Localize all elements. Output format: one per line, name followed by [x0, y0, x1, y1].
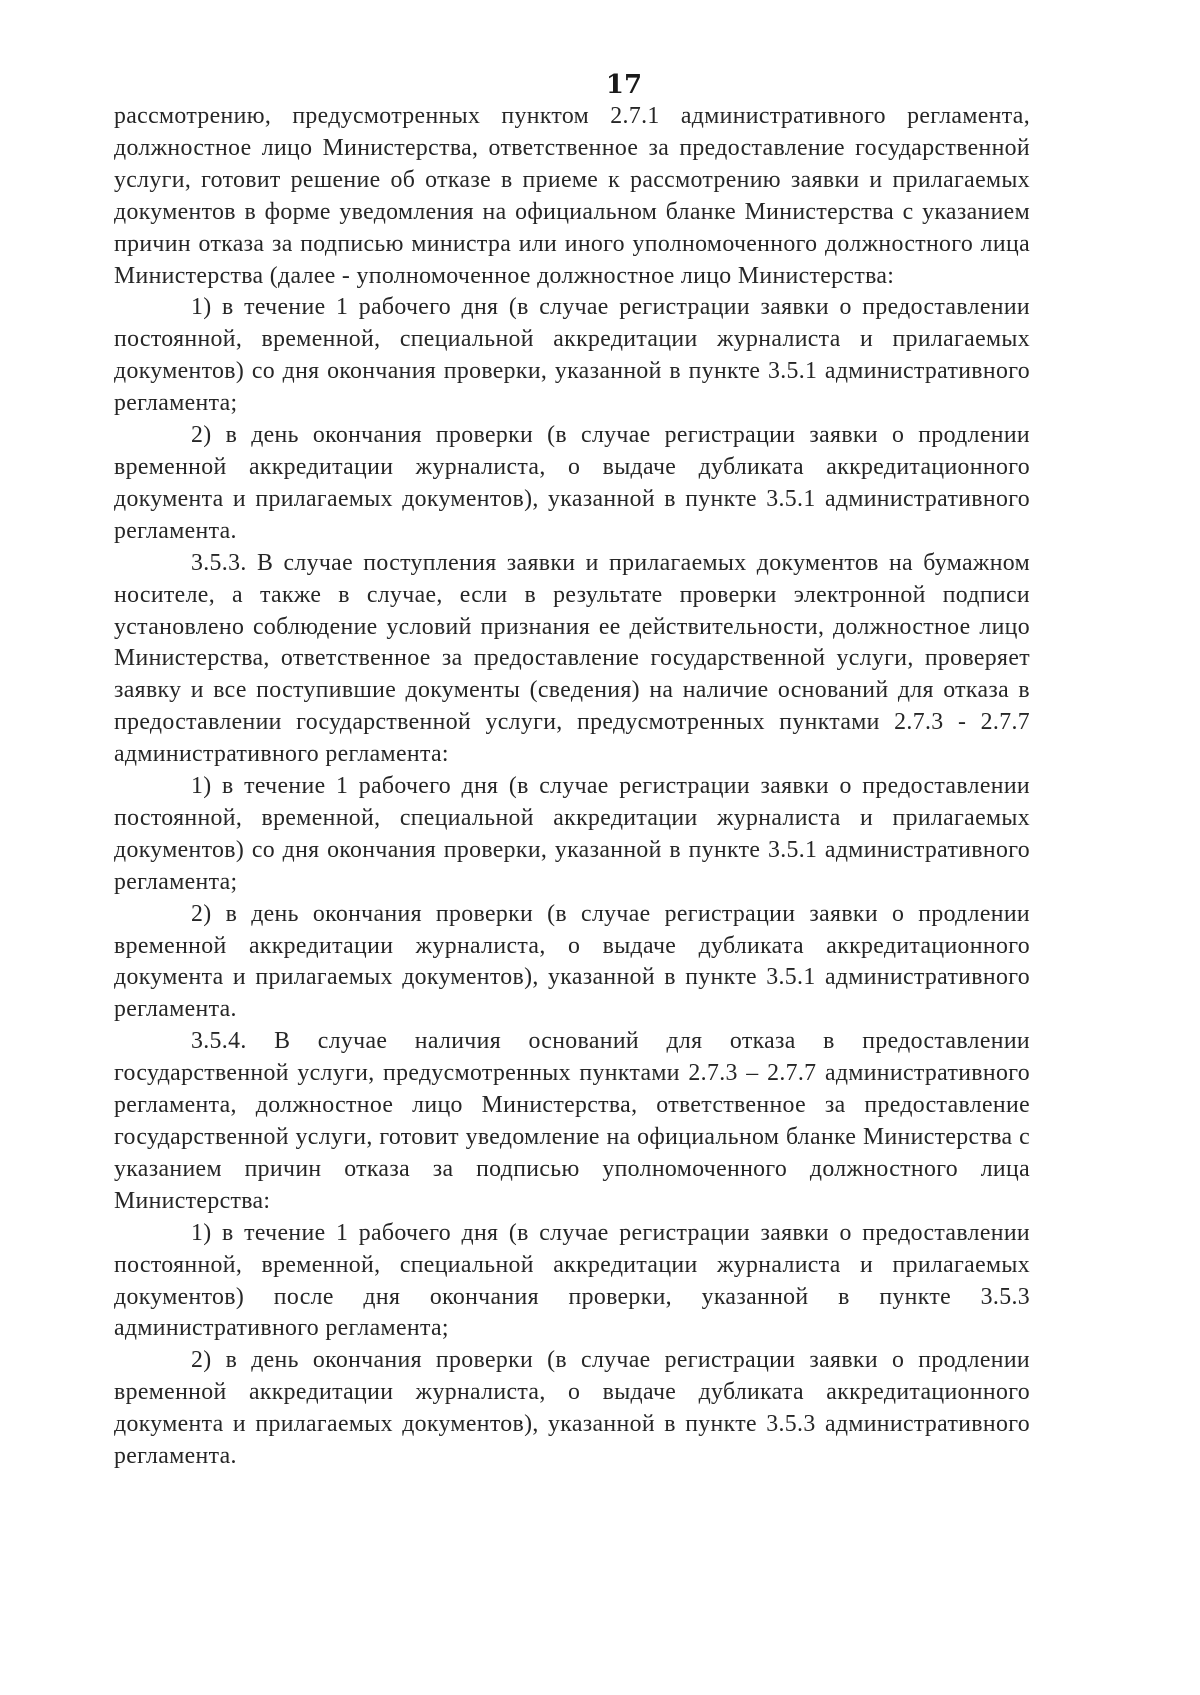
document-body — [114, 101, 1030, 1473]
page-number: 17 — [605, 70, 643, 100]
list-item-1: 1) в течение 1 рабочего дня (в случае регистрации заявки о предоставлении постоянной, временной, специальной аккредитации журналиста и прилагаемых документов) со дня окончания проверки, указанной в пункте 3.5.1 административного регламента; — [114, 294, 1030, 417]
paragraph-continuation: рассмотрению, предусмотренных пунктом 2.7.1 административного регламента, должностное лицо Министерства, ответственное за предоставление государственной услуги, готовит решение об отказе в приеме к рассмотрению заявки и прилагаемых документов в форме уведомления на официальном бланке Министерства с указанием причин отказа за подписью министра или иного уполномоченного должностного лица Министерства (далее - уполномоченное должностное лицо Министерства: — [114, 103, 1030, 289]
list-item-1: 1) в течение 1 рабочего дня (в случае регистрации заявки о предоставлении постоянной, временной, специальной аккредитации журналиста и прилагаемых документов) после дня окончания проверки, указанной в пункте 3.5.3 административного регламента; — [114, 1219, 1030, 1342]
list-item-2: 2) в день окончания проверки (в случае регистрации заявки о продлении временной аккредитации журналиста, о выдаче дубликата аккредитационного документа и прилагаемых документов), указанной в пункте 3.5.3 административного регламента. — [114, 1347, 1030, 1470]
section-3-5-3: 3.5.3. В случае поступления заявки и прилагаемых документов на бумажном носителе, а также в случае, если в результате проверки электронной подписи установлено соблюдение условий признания ее действительности, должностное лицо Министерства, ответственное за предоставление государственной услуги, проверяет заявку и все поступившие документы (сведения) на наличие оснований для отказа в предоставлении государственной услуги, предусмотренных пунктами 2.7.3 - 2.7.7 административного регламента: — [114, 549, 1030, 768]
section-3-5-4: 3.5.4. В случае наличия оснований для отказа в предоставлении государственной услуги, предусмотренных пунктами 2.7.3 – 2.7.7 административного регламента, должностное лицо Министерства, ответственное за предоставление государственной услуги, готовит уведомление на официальном бланке Министерства с указанием причин отказа за подписью уполномоченного должностного лица Министерства: — [114, 1028, 1030, 1214]
list-item-2: 2) в день окончания проверки (в случае регистрации заявки о продлении временной аккредитации журналиста, о выдаче дубликата аккредитационного документа и прилагаемых документов), указанной в пункте 3.5.1 административного регламента. — [114, 900, 1030, 1023]
list-item-1: 1) в течение 1 рабочего дня (в случае регистрации заявки о предоставлении постоянной, временной, специальной аккредитации журналиста и прилагаемых документов) со дня окончания проверки, указанной в пункте 3.5.1 административного регламента; — [114, 773, 1030, 895]
list-item-2: 2) в день окончания проверки (в случае регистрации заявки о продлении временной аккредитации журналиста, о выдаче дубликата аккредитационного документа и прилагаемых документов), указанной в пункте 3.5.1 административного регламента. — [114, 422, 1030, 544]
